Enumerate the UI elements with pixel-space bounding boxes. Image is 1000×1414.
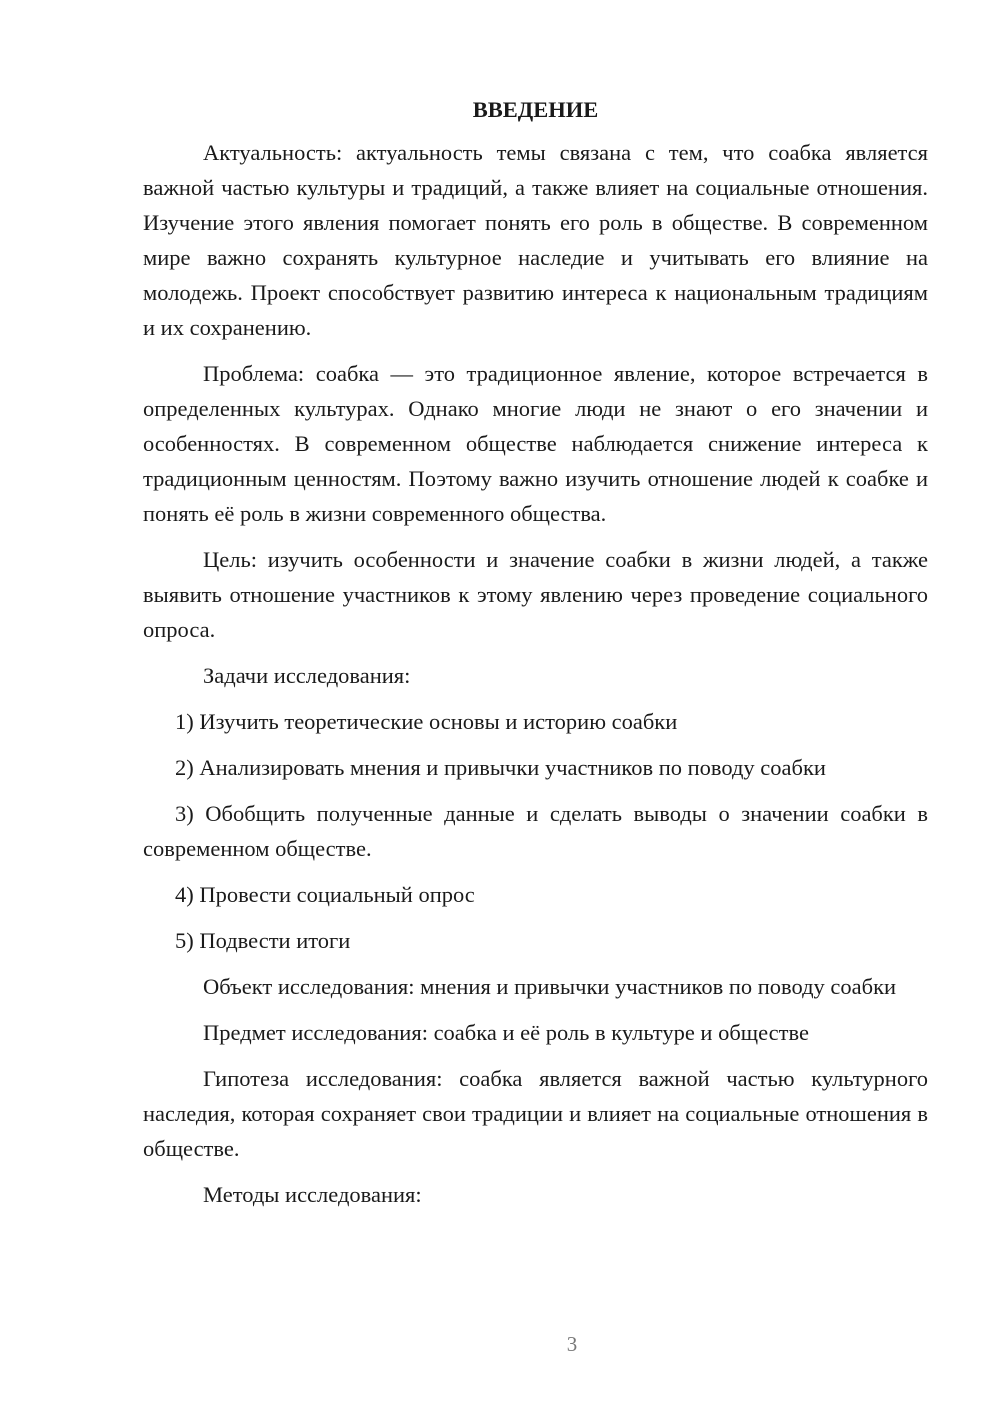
tasks-heading: Задачи исследования: [203, 663, 411, 688]
task-item-2: 2) Анализировать мнения и привычки участников по поводу соабки [175, 755, 826, 780]
subject-paragraph: Предмет исследования: соабка и её роль в культуре и обществе [203, 1020, 809, 1045]
methods-heading: Методы исследования: [203, 1182, 422, 1207]
page-content [143, 92, 928, 1223]
hypothesis-paragraph: Гипотеза исследования: соабка является важной частью культурного наследия, которая сохраняет свои традиции и влияет на социальные отношения в обществе. [143, 1066, 928, 1161]
goal-paragraph: Цель: изучить особенности и значение соабки в жизни людей, а также выявить отношение участников к этому явлению через проведение социального опроса. [143, 547, 928, 642]
relevance-paragraph: Актуальность: актуальность темы связана с тем, что соабка является важной частью культуры и традиций, а также влияет на социальные отношения. Изучение этого явления помогает понять его роль в обществе. В современном мире важно сохранять культурное наследие и учитывать его влияние на молодежь. Проект способствует развитию интереса к национальным традициям и их сохранению. [143, 140, 928, 340]
problem-paragraph: Проблема: соабка — это традиционное явление, которое встречается в определенных культурах. Однако многие люди не знают о его значении и особенностях. В современном обществе наблюдается снижение интереса к традиционным ценностям. Поэтому важно изучить отношение людей к соабке и понять её роль в жизни современного общества. [143, 361, 928, 526]
task-item-5: 5) Подвести итоги [175, 928, 351, 953]
task-item-4: 4) Провести социальный опрос [175, 882, 475, 907]
object-paragraph: Объект исследования: мнения и привычки участников по поводу соабки [203, 974, 897, 999]
page-title: ВВЕДЕНИЕ [472, 97, 599, 122]
task-item-3: 3) Обобщить полученные данные и сделать выводы о значении соабки в современном обществе. [143, 801, 928, 861]
task-item-1: 1) Изучить теоретические основы и историю соабки [175, 709, 678, 734]
page-number: 3 [566, 1332, 578, 1356]
